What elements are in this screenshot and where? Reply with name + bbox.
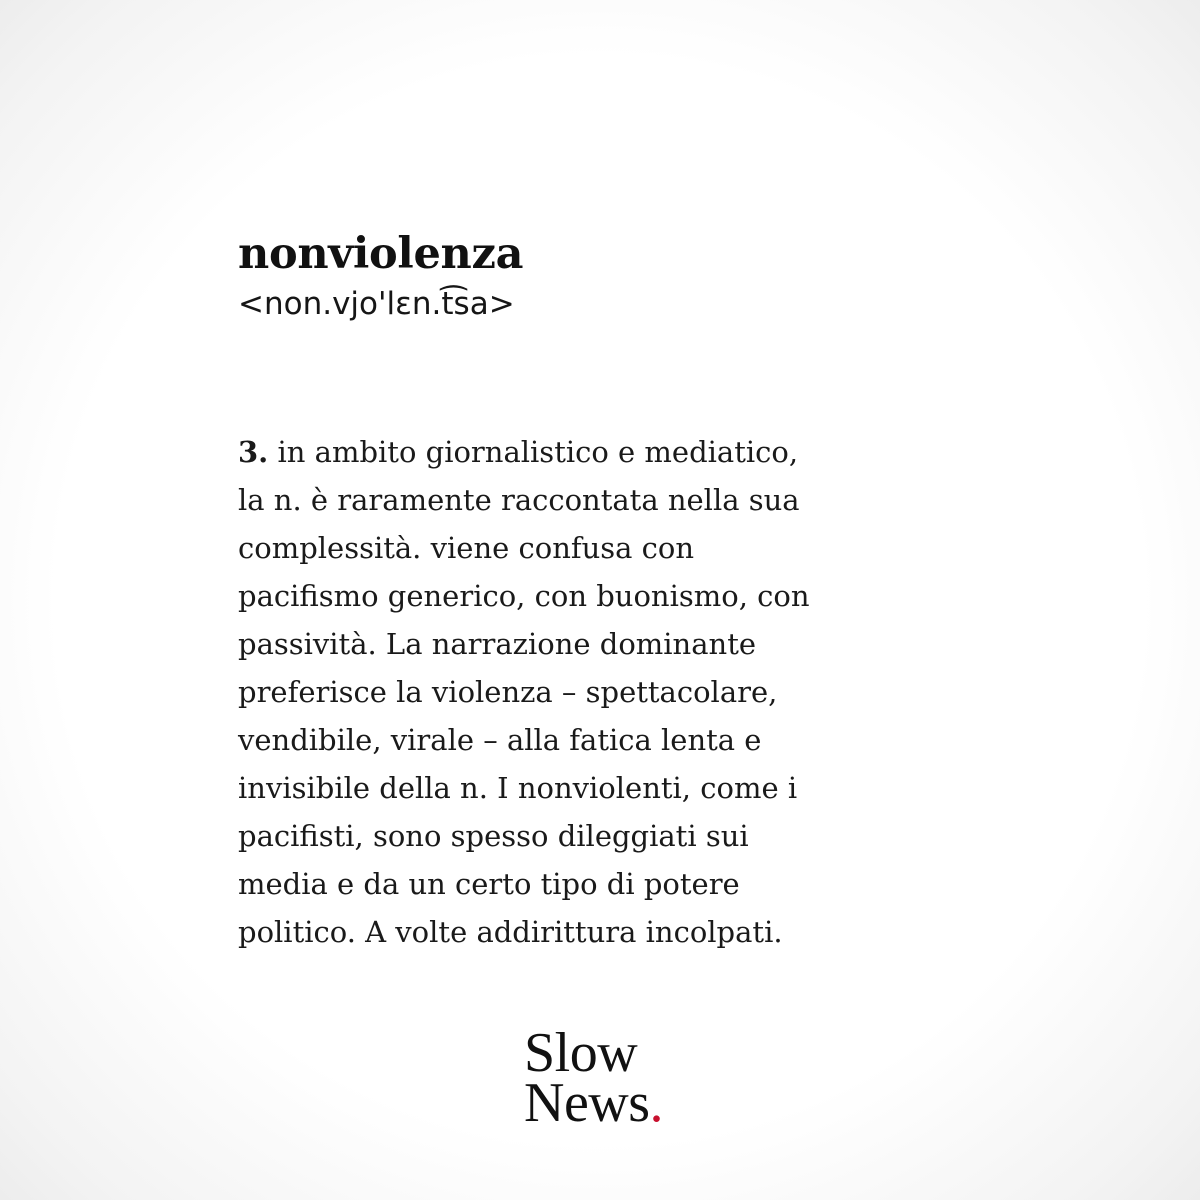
definition <box>238 428 958 956</box>
slow-news-logo <box>524 1022 664 1134</box>
definition-line: vendibile, virale – alla fatica lenta e <box>238 723 762 757</box>
logo-line-slow: Slow <box>524 1022 638 1084</box>
definition-line-text: in ambito giornalistico e mediatico, <box>277 435 799 469</box>
definition-line: la n. è raramente raccontata nella sua <box>238 483 800 517</box>
definition-line: complessità. viene confusa con <box>238 531 695 565</box>
definition-line: pacifismo generico, con buonismo, con <box>238 579 810 613</box>
definition-number: 3. <box>238 435 269 469</box>
definition-line: preferisce la violenza – spettacolare, <box>238 675 778 709</box>
logo-red-dot: . <box>649 1072 664 1134</box>
definition-line: passività. La narrazione dominante <box>238 627 757 661</box>
headword: nonviolenza <box>238 229 524 279</box>
definition-line: invisibile della n. I nonviolenti, come i <box>238 771 798 805</box>
dictionary-entry-header <box>238 226 958 324</box>
logo-word-news: News <box>524 1072 650 1134</box>
logo-line-news <box>524 1072 664 1134</box>
pronunciation: <non.vjo'lɛn.t͡sa> <box>238 286 515 322</box>
definition-line: media e da un certo tipo di potere <box>238 867 740 901</box>
definition-line: pacifisti, sono spesso dileggiati sui <box>238 819 749 853</box>
definition-line: politico. A volte addirittura incolpati. <box>238 915 783 949</box>
definition-line <box>238 428 958 476</box>
